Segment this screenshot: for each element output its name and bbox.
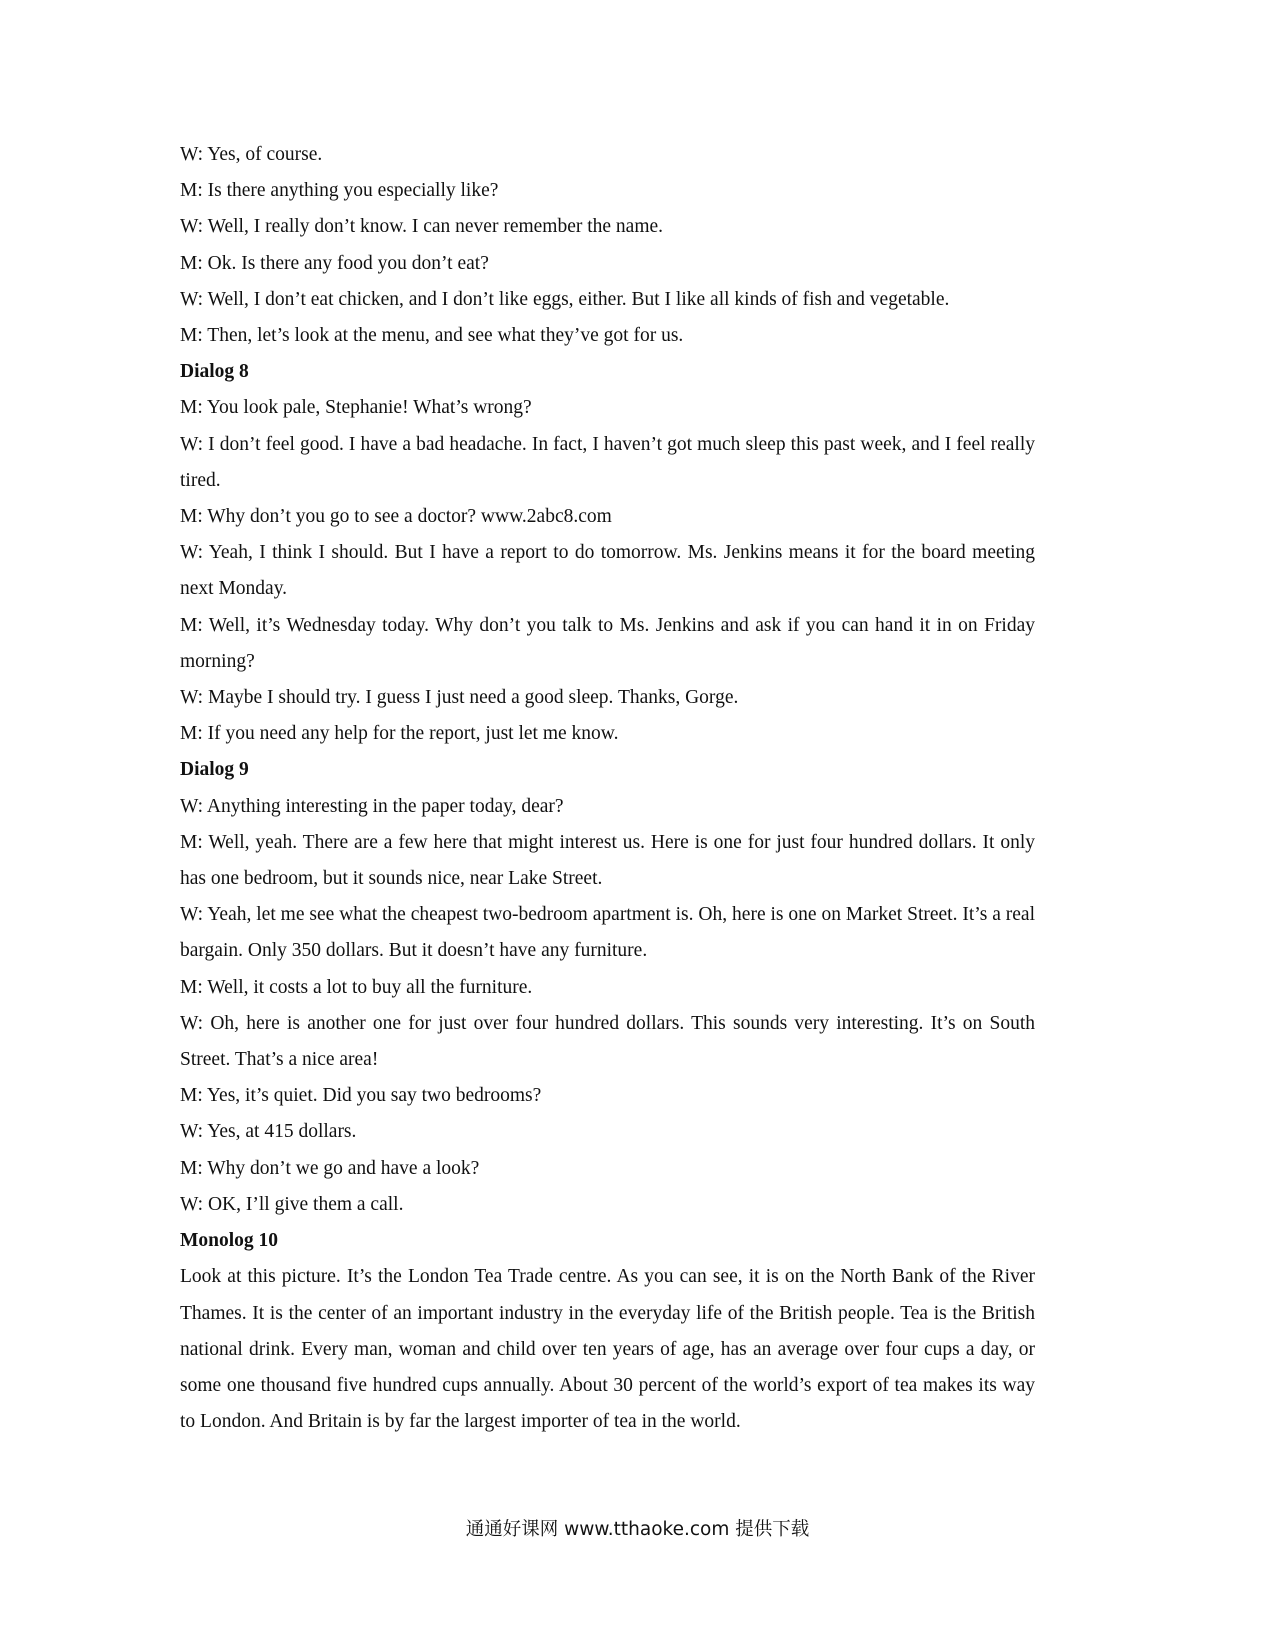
document-body	[180, 137, 1035, 1440]
dialog9-line: W: Oh, here is another one for just over four hundred dollars. This sounds very interesting. It’s on South Street. That’s a nice area!	[180, 1012, 1035, 1071]
dialog8-line: W: I don’t feel good. I have a bad headache. In fact, I haven’t got much sleep this past week, and I feel really tired.	[180, 433, 1035, 491]
dialog9-line: W: OK, I’ll give them a call.	[180, 1193, 404, 1215]
dialog8-line: M: If you need any help for the report, just let me know.	[180, 723, 619, 745]
dialog8-line: M: Well, it’s Wednesday today. Why don’t you talk to Ms. Jenkins and ask if you can hand it in on Friday morning?	[180, 614, 1035, 672]
dialog9-line: M: Well, yeah. There are a few here that might interest us. Here is one for just four hundred dollars. It only has one bedroom, but it sounds nice, near Lake Street.	[180, 831, 1035, 890]
dialog7-line: W: Well, I don’t eat chicken, and I don’t like eggs, either. But I like all kinds of fish and vegetable.	[180, 288, 950, 310]
monolog10-heading: Monolog 10	[180, 1230, 279, 1252]
dialog8-line: W: Yeah, I think I should. But I have a report to do tomorrow. Ms. Jenkins means it for the board meeting next Monday.	[180, 542, 1035, 600]
dialog7-line: W: Well, I really don’t know. I can never remember the name.	[180, 216, 664, 238]
dialog8-line: M: You look pale, Stephanie! What’s wrong?	[180, 397, 532, 419]
page-footer: 通通好课网 www.tthaoke.com 提供下载	[465, 1519, 810, 1540]
dialog7-line: M: Ok. Is there any food you don’t eat?	[180, 252, 489, 274]
dialog8-heading: Dialog 8	[180, 361, 249, 383]
monolog10-paragraph: Look at this picture. It’s the London Tea Trade centre. As you can see, it is on the North Bank of the River Thames. It is the center of an important industry in the everyday life of the British people. Tea is the British national drink. Every man, woman and child over ten years of age, has an average over four cups a day, or some one thousand five hundred cups annually. About 30 percent of the world’s export of tea makes its way to London. And Britain is by far the largest importer of tea in the world.	[180, 1266, 1035, 1433]
dialog7-line: M: Is there anything you especially like?	[180, 180, 499, 202]
dialog8-line: W: Maybe I should try. I guess I just need a good sleep. Thanks, Gorge.	[180, 687, 739, 709]
dialog9-line: M: Yes, it’s quiet. Did you say two bedrooms?	[180, 1085, 542, 1107]
dialog7-line: W: Yes, of course.	[180, 144, 323, 165]
dialog7-line: M: Then, let’s look at the menu, and see what they’ve got for us.	[180, 325, 684, 347]
dialog9-line: M: Why don’t we go and have a look?	[180, 1157, 480, 1179]
dialog9-line: M: Well, it costs a lot to buy all the furniture.	[180, 976, 533, 998]
dialog9-line: W: Yeah, let me see what the cheapest two-bedroom apartment is. Oh, here is one on Market Street. It’s a real bargain. Only 350 dollars. But it doesn’t have any furniture.	[180, 904, 1035, 962]
dialog9-line: W: Anything interesting in the paper today, dear?	[180, 795, 564, 817]
dialog9-heading: Dialog 9	[180, 759, 249, 781]
dialog9-line: W: Yes, at 415 dollars.	[180, 1121, 357, 1143]
dialog8-line: M: Why don’t you go to see a doctor? www.2abc8.com	[180, 506, 612, 528]
